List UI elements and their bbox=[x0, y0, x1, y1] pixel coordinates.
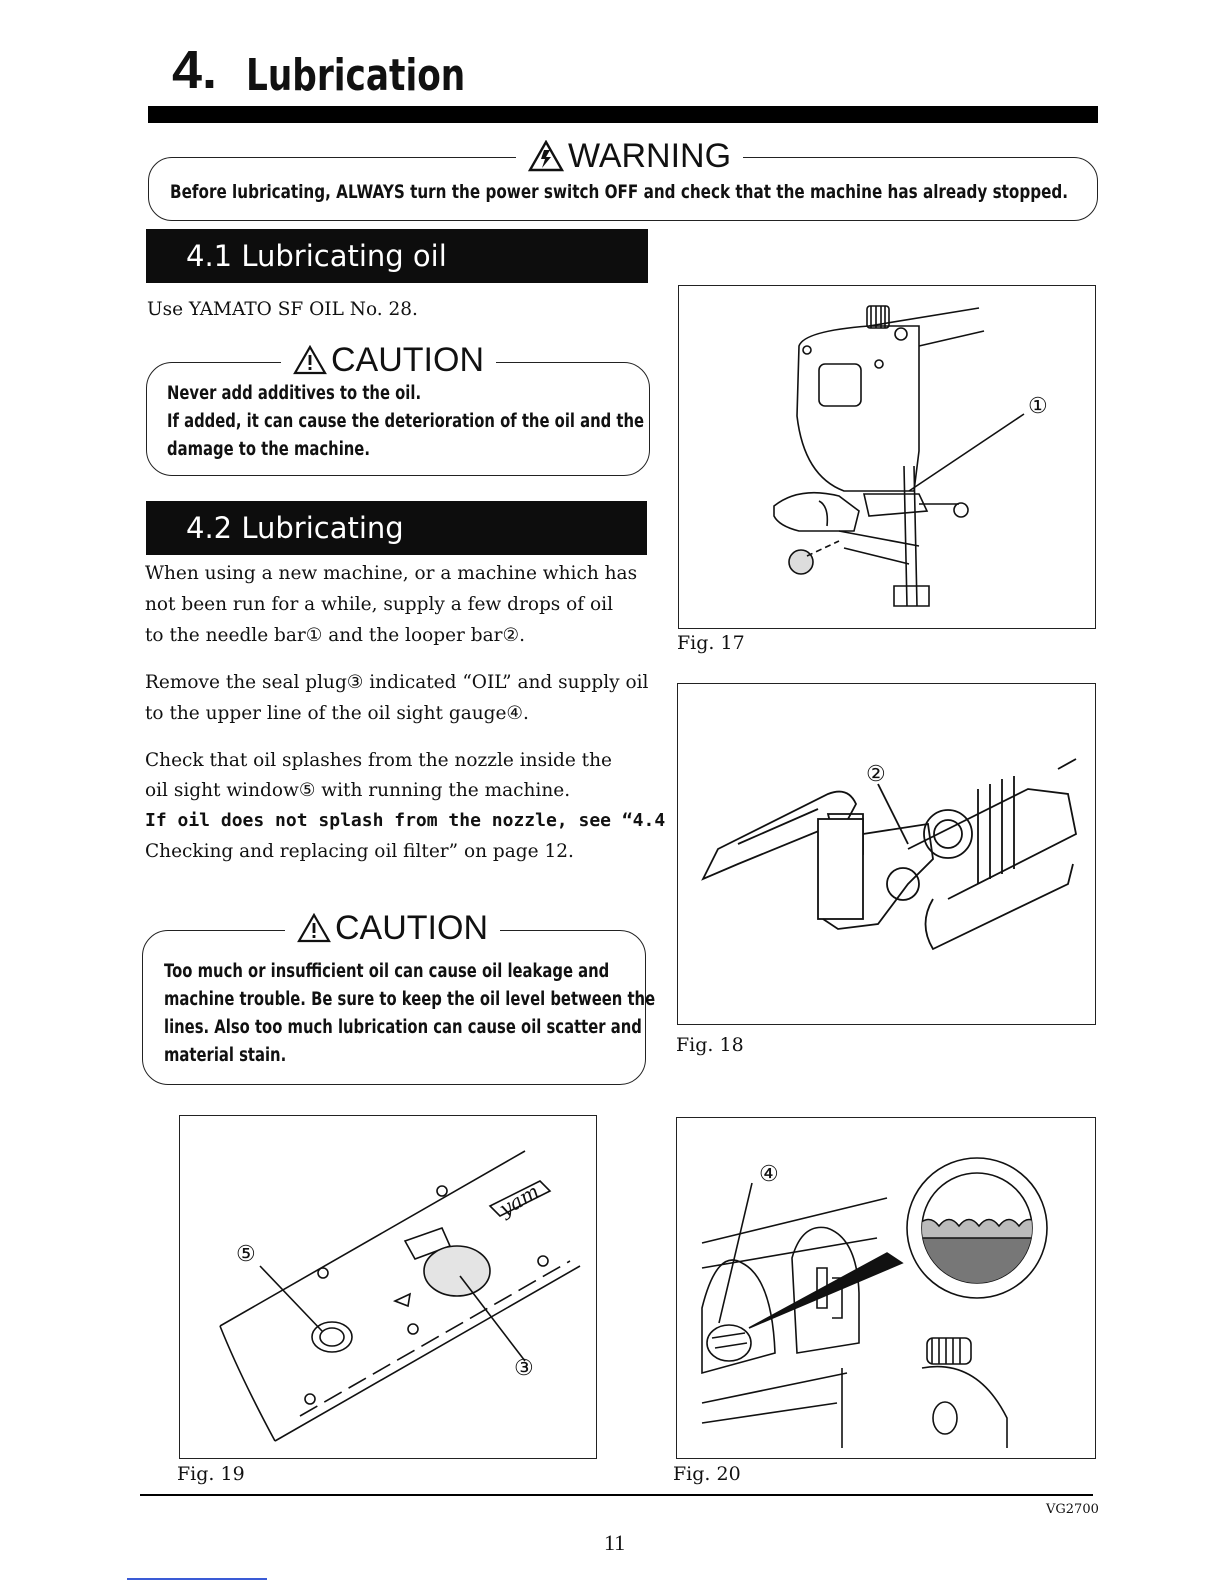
paragraph-line: oil sight window⑤ with running the machine. bbox=[145, 780, 571, 801]
warning-heading bbox=[516, 137, 743, 175]
seal-plug-illustration bbox=[180, 1116, 596, 1458]
paragraph-line: to the upper line of the oil sight gauge④. bbox=[145, 703, 529, 724]
paragraph-line: Remove the seal plug③ indicated “OIL” and supply oil bbox=[145, 672, 649, 693]
paragraph-line: not been run for a while, supply a few drops of oil bbox=[145, 594, 614, 615]
paragraph-line: to the needle bar① and the looper bar②. bbox=[145, 625, 525, 646]
callout-5: ⑤ bbox=[236, 1242, 256, 1267]
caution-line: material stain. bbox=[164, 1045, 287, 1066]
figure-caption: Fig. 18 bbox=[676, 1034, 744, 1056]
figure-caption: Fig. 17 bbox=[677, 632, 745, 654]
section-title-4-2: 4.2 Lubricating bbox=[146, 501, 647, 555]
link-underline bbox=[127, 1578, 267, 1580]
brand-logo-text: yam bbox=[494, 1179, 544, 1221]
caution-line: lines. Also too much lubrication can cause oil scatter and bbox=[164, 1017, 642, 1038]
figure-17 bbox=[678, 285, 1096, 629]
oil-type-text: Use YAMATO SF OIL No. 28. bbox=[147, 299, 418, 320]
page-number: 11 bbox=[604, 1530, 626, 1555]
paragraph-line: Checking and replacing oil filter” on page 12. bbox=[145, 841, 574, 862]
figure-19 bbox=[179, 1115, 597, 1459]
warning-heading-text: WARNING bbox=[568, 137, 732, 175]
callout-4: ④ bbox=[759, 1162, 779, 1187]
model-code: VG2700 bbox=[1046, 1502, 1099, 1517]
caution-line: damage to the machine. bbox=[167, 439, 370, 460]
caution-heading-text-1: CAUTION bbox=[331, 341, 484, 379]
footer-rule bbox=[140, 1494, 1093, 1496]
figure-18 bbox=[677, 683, 1096, 1025]
caution-line: machine trouble. Be sure to keep the oil level between the bbox=[164, 989, 656, 1010]
figure-caption: Fig. 19 bbox=[177, 1463, 245, 1485]
chapter-number: 4. bbox=[172, 40, 218, 100]
needle-bar-illustration bbox=[679, 286, 1095, 628]
caution-line: Never add additives to the oil. bbox=[167, 383, 422, 404]
caution-line: If added, it can cause the deterioration of the oil and the bbox=[167, 411, 645, 432]
caution-heading-2 bbox=[285, 909, 500, 947]
callout-2: ② bbox=[866, 762, 886, 787]
callout-1: ① bbox=[1028, 394, 1048, 419]
caution-triangle-icon bbox=[293, 345, 327, 375]
header-rule bbox=[148, 106, 1098, 123]
caution-line: Too much or insufficient oil can cause oil leakage and bbox=[164, 961, 610, 982]
figure-caption: Fig. 20 bbox=[673, 1463, 741, 1485]
warning-text: Before lubricating, ALWAYS turn the power switch OFF and check that the machine has already stopped. bbox=[170, 181, 1069, 203]
paragraph-line: When using a new machine, or a machine which has bbox=[145, 563, 638, 584]
caution-heading-text-2: CAUTION bbox=[335, 909, 488, 947]
callout-3: ③ bbox=[514, 1356, 534, 1381]
oil-sight-gauge-illustration bbox=[677, 1118, 1095, 1458]
warning-triangle-icon bbox=[528, 140, 564, 172]
caution-triangle-icon bbox=[297, 913, 331, 943]
section-title-4-1: 4.1 Lubricating oil bbox=[146, 229, 648, 283]
chapter-title: Lubrication bbox=[246, 50, 466, 101]
reference-bold-line: If oil does not splash from the nozzle, see “4.4 bbox=[145, 810, 666, 831]
figure-20 bbox=[676, 1117, 1096, 1459]
caution-heading-1 bbox=[281, 341, 496, 379]
paragraph-line: Check that oil splashes from the nozzle inside the bbox=[145, 750, 612, 771]
looper-bar-illustration bbox=[678, 684, 1095, 1024]
